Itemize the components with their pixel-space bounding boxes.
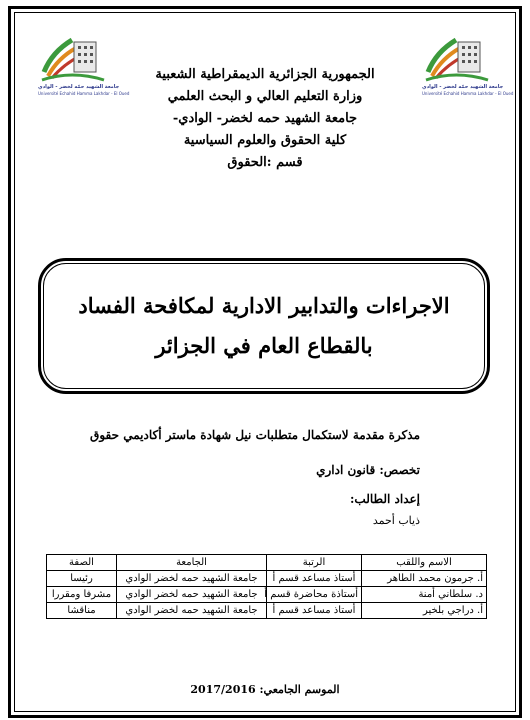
student-name: ذياب أحمد [372, 514, 420, 527]
memo-statement: مذكرة مقدمة لاستكمال متطلبات نيل شهادة ماستر أكاديمي حقوق [90, 428, 420, 442]
thesis-title [43, 263, 485, 389]
table-row [47, 603, 487, 619]
prepared-by-label: إعداد الطالب: [349, 492, 420, 506]
table-header-row [47, 555, 487, 571]
member-university: جامعة الشهيد حمه لخضر الوادي [117, 571, 267, 587]
column-header-role: الصفة [47, 555, 117, 571]
member-university: جامعة الشهيد حمه لخضر الوادي [117, 587, 267, 603]
university-logo-left [38, 28, 130, 110]
member-rank: أستاذ مساعد قسم أ [267, 603, 362, 619]
table-row [47, 587, 487, 603]
member-name: أ. جرمون محمد الطاهر [362, 571, 487, 587]
institution-header [110, 64, 420, 174]
member-university: جامعة الشهيد حمه لخضر الوادي [117, 603, 267, 619]
header-republic: الجمهورية الجزائرية الديمقراطية الشعبية [155, 67, 375, 82]
header-ministry: وزارة التعليم العالي و البحث العلمي [167, 89, 363, 104]
specialty: تخصص: قانون اداري [316, 463, 420, 477]
member-name: د. سلطاني أمنة [362, 587, 487, 603]
member-role: مشرفا ومقررا [47, 587, 117, 603]
member-rank: أستاذ مساعد قسم أ [267, 571, 362, 587]
column-header-rank: الرتبة [267, 555, 362, 571]
thesis-title-line-1: الاجراءات والتدابير الادارية لمكافحة الفساد [78, 293, 450, 318]
member-role: رئيسا [47, 571, 117, 587]
column-header-university: الجامعة [117, 555, 267, 571]
academic-season: الموسم الجامعي: 2017/2016 [190, 683, 340, 696]
logo-caption-french: Université Echahid Hamma Lakhdar - El Oued [38, 91, 130, 96]
header-department: قسم :الحقوق [227, 155, 303, 170]
thesis-title-line-2: بالقطاع العام في الجزائر [155, 333, 373, 358]
logo-caption-arabic: جامعة الشهيد حمّه لخضر - الوادي [38, 84, 120, 90]
header-faculty: كلية الحقوق والعلوم السياسية [183, 133, 347, 148]
jury-committee-table [46, 554, 487, 619]
logo-caption-french: Université Echahid Hamma Lakhdar - El Oued [422, 91, 514, 96]
member-rank: أستاذة محاضرة قسم أ [267, 587, 362, 603]
university-logo-right [422, 28, 514, 110]
member-name: أ. دراجي بلخير [362, 603, 487, 619]
member-role: مناقشا [47, 603, 117, 619]
university-emblem-icon [422, 28, 492, 84]
university-emblem-icon [38, 28, 108, 84]
header-university: جامعة الشهيد حمه لخضر- الوادي- [172, 111, 358, 126]
column-header-name: الاسم واللقب [362, 555, 487, 571]
logo-caption-arabic: جامعة الشهيد حمّه لخضر - الوادي [422, 84, 504, 90]
table-row [47, 571, 487, 587]
